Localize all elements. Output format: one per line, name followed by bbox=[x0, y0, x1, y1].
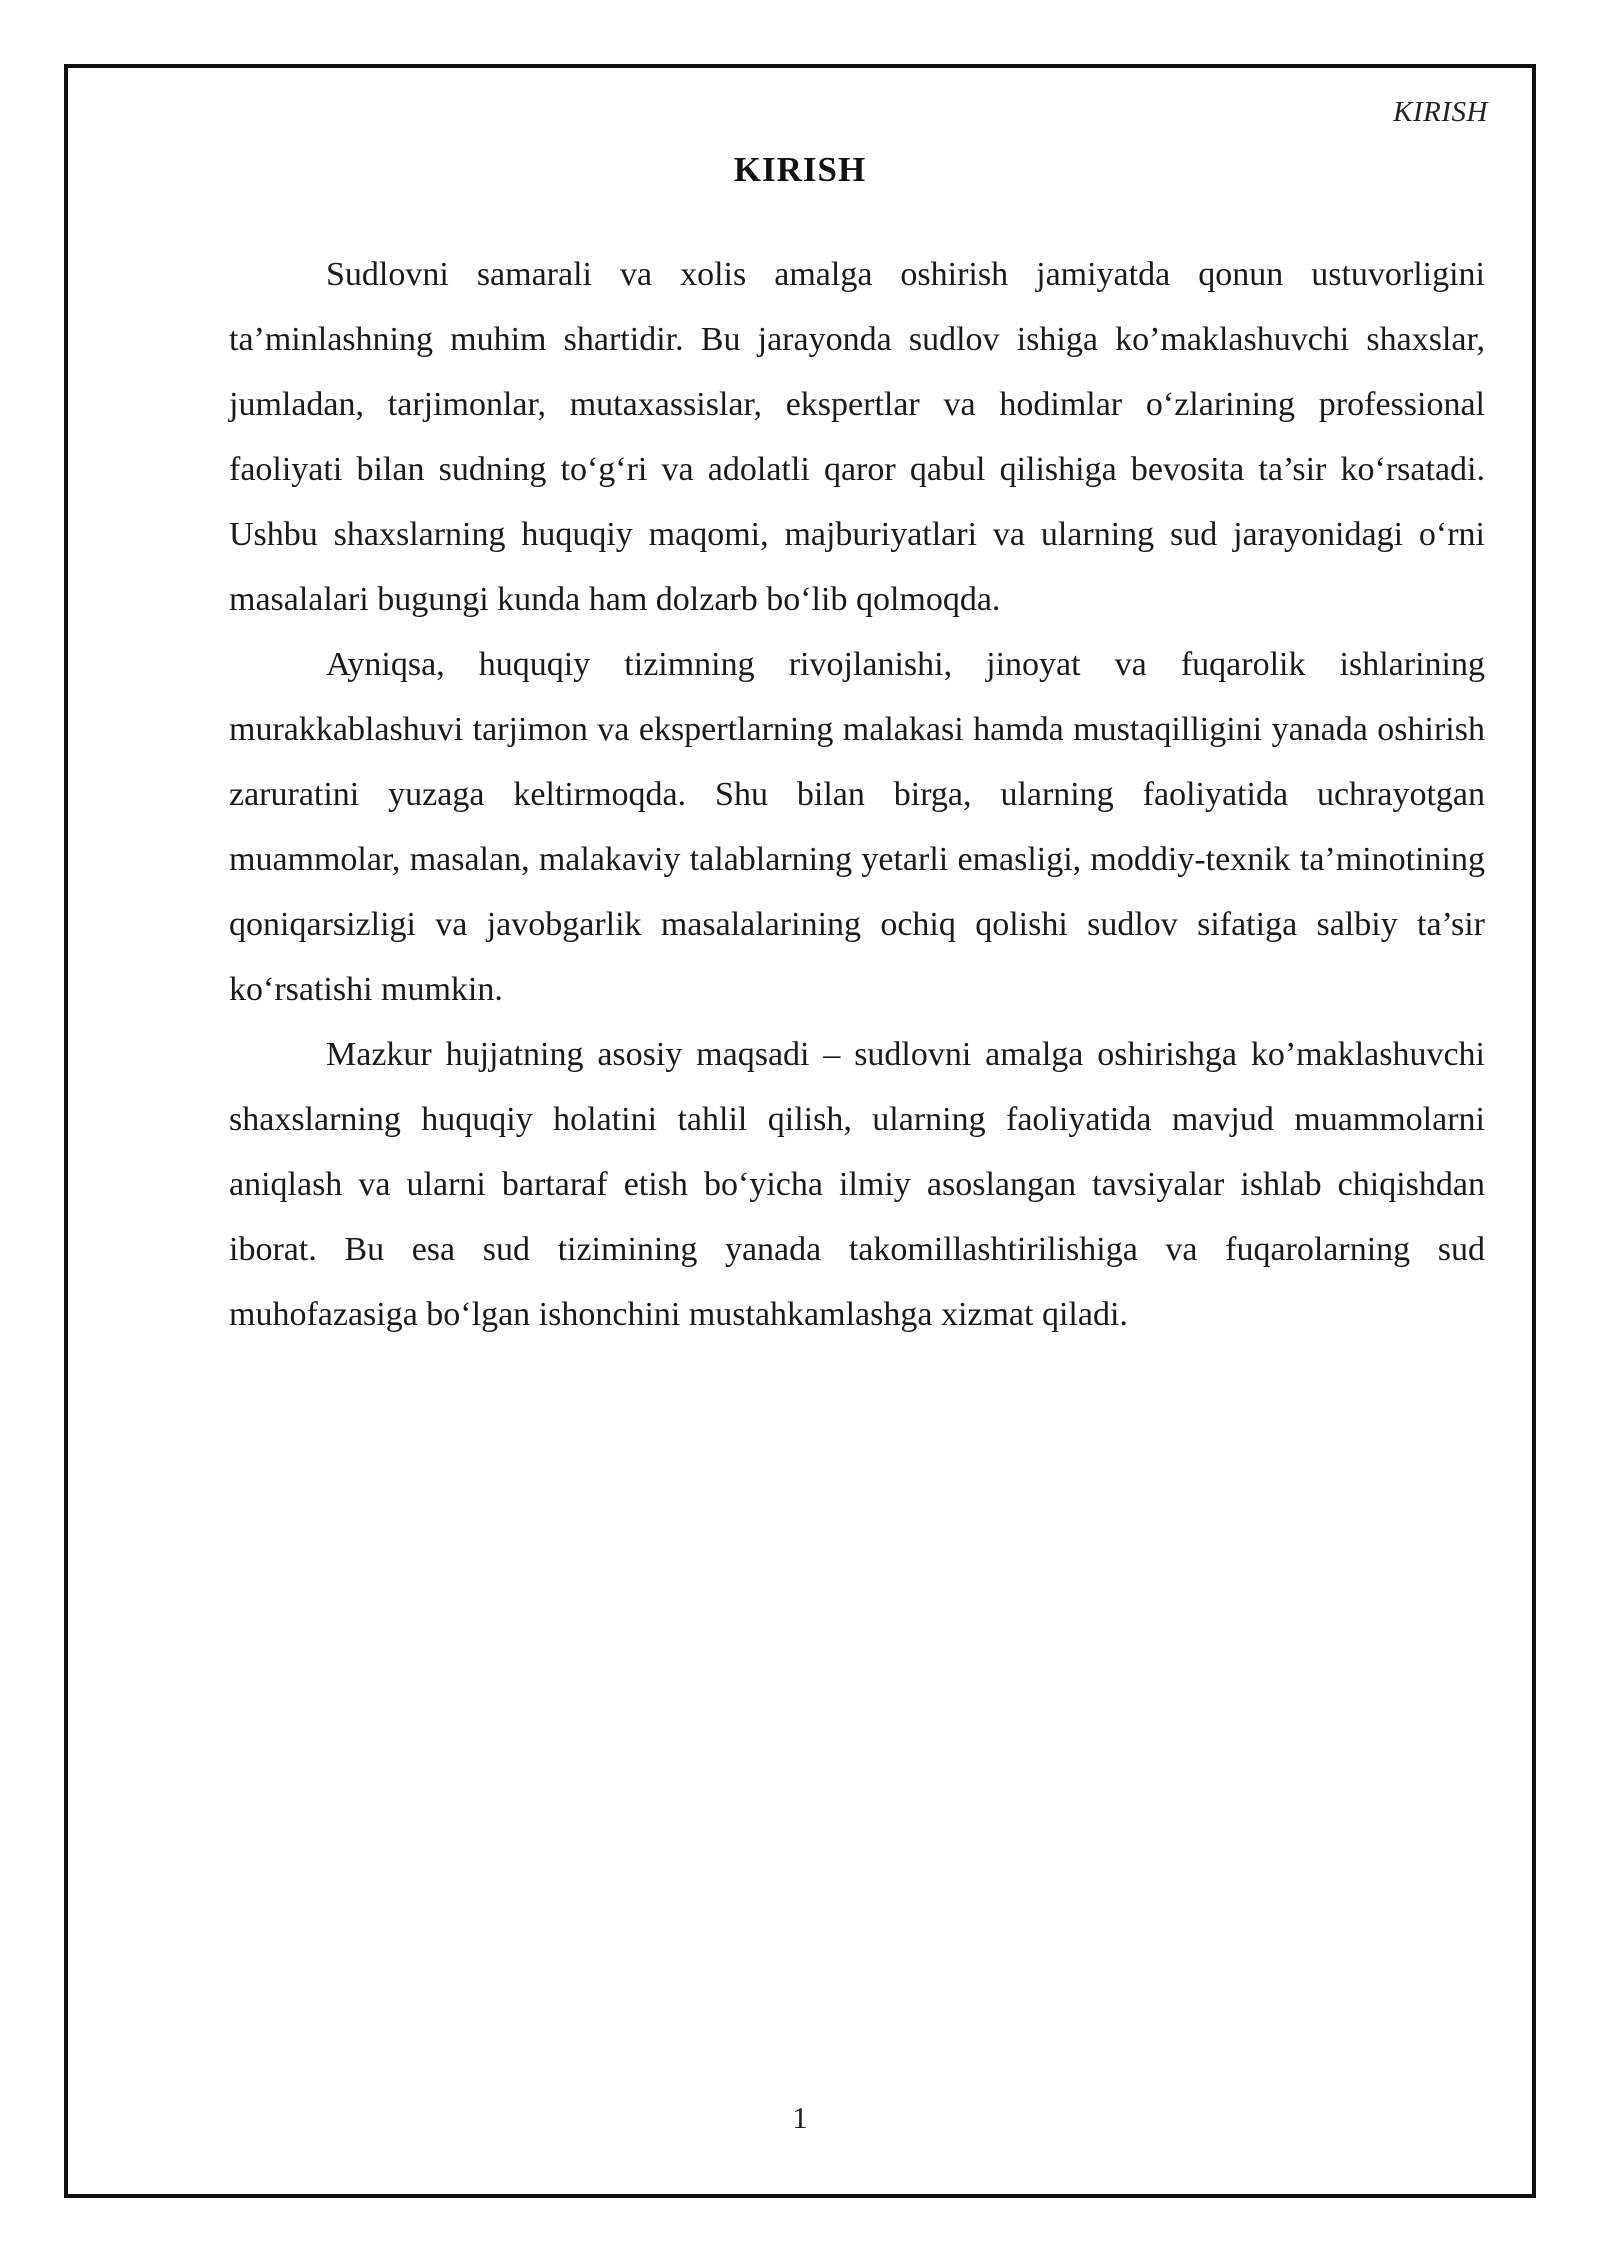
page-number: 1 bbox=[792, 2100, 808, 2135]
paragraph-1: Sudlovni samarali va xolis amalga oshirish jamiyatda qonun ustuvorligini ta’minlashning muhim shartidir. Bu jarayonda sudlov ishiga ko’maklashuvchi shaxslar, jumladan, tarjimonlar, mutaxassislar, ekspertlar va hodimlar o‘zlarining professional faoliyati bilan sudning to‘g‘ri va adolatli qaror qabul qilishiga bevosita ta’sir ko‘rsatadi. Ushbu shaxslarning huquqiy maqomi, majburiyatlari va ularning sud jarayonidagi o‘rni masalalari bugungi kunda ham dolzarb bo‘lib qolmoqda. bbox=[229, 256, 1485, 618]
paragraph-2: Ayniqsa, huquqiy tizimning rivojlanishi, jinoyat va fuqarolik ishlarining murakkablashuvi tarjimon va ekspertlarning malakasi hamda mustaqilligini yanada oshirish zaruratini yuzaga keltirmoqda. Shu bilan birga, ularning faoliyatida uchrayotgan muammolar, masalan, malakaviy talablarning yetarli emasligi, moddiy-texnik ta’minotining qoniqarsizligi va javobgarlik masalalarining ochiq qolishi sudlov sifatiga salbiy ta’sir ko‘rsatishi mumkin. bbox=[229, 646, 1485, 1008]
body-text bbox=[229, 242, 1485, 1347]
section-title: KIRISH bbox=[733, 150, 867, 189]
running-header: KIRISH bbox=[1393, 96, 1488, 128]
paragraph-3: Mazkur hujjatning asosiy maqsadi – sudlovni amalga oshirishga ko’maklashuvchi shaxslarning huquqiy holatini tahlil qilish, ularning faoliyatida mavjud muammolarni aniqlash va ularni bartaraf etish bo‘yicha ilmiy asoslangan tavsiyalar ishlab chiqishdan iborat. Bu esa sud tizimining yanada takomillashtirilishiga va fuqarolarning sud muhofazasiga bo‘lgan ishonchini mustahkamlashga xizmat qiladi. bbox=[229, 1036, 1485, 1333]
